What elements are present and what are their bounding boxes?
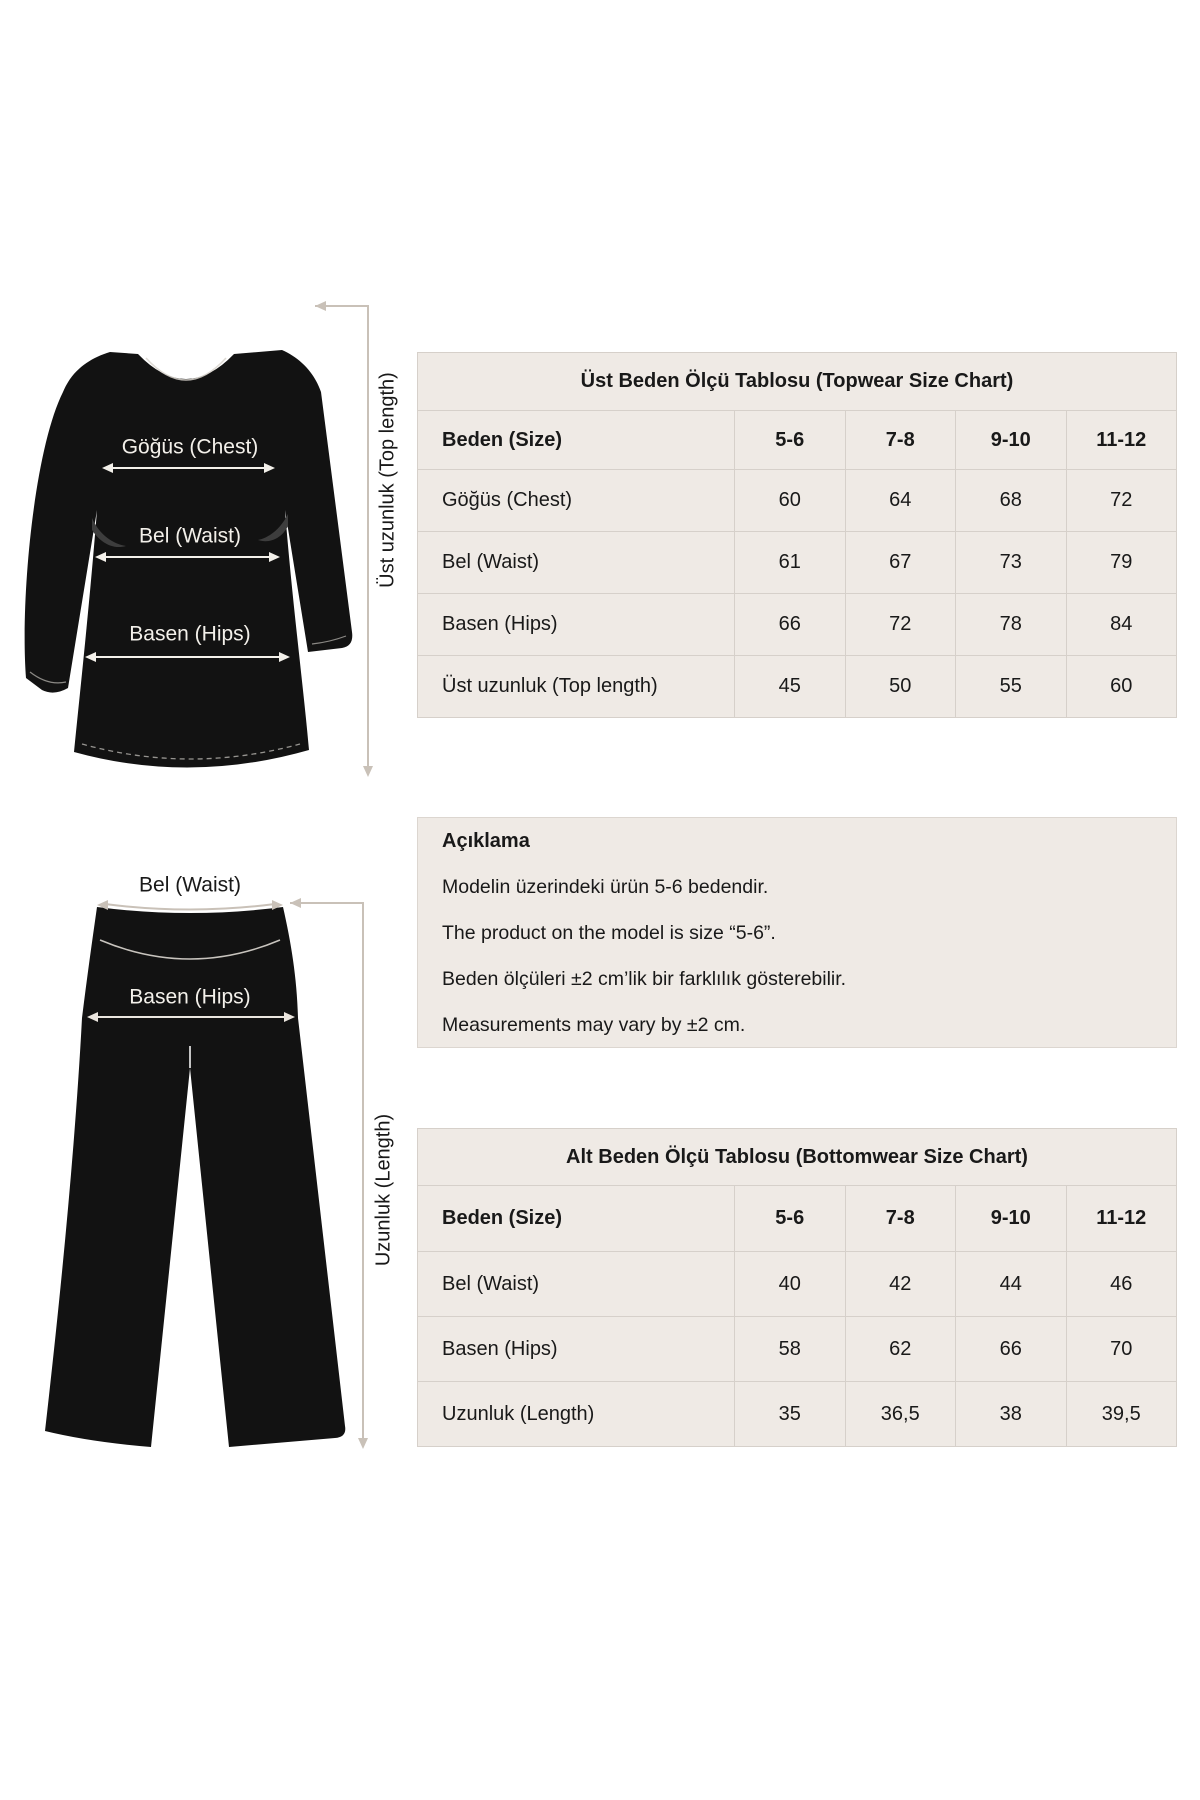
bottomwear-table-title: Alt Beden Ölçü Tablosu (Bottomwear Size Chart) [418, 1129, 1176, 1186]
value-cell: 42 [845, 1251, 956, 1316]
value-cell: 64 [845, 469, 956, 531]
notes-lines [442, 876, 1152, 1036]
notes-title: Açıklama [442, 830, 530, 852]
value-cell: 62 [845, 1316, 956, 1381]
bottomwear-size-table [417, 1128, 1177, 1447]
value-cell: 40 [734, 1251, 845, 1316]
value-cell: 72 [845, 593, 956, 655]
value-cell: 61 [734, 531, 845, 593]
column-header-cell: 11-12 [1066, 1186, 1177, 1251]
value-cell: 38 [955, 1381, 1066, 1446]
value-cell: 55 [955, 655, 1066, 717]
pants-hips-label: Basen (Hips) [129, 985, 251, 1009]
row-label-cell: Bel (Waist) [418, 531, 734, 593]
bottomwear-table-grid [418, 1186, 1176, 1446]
value-cell: 68 [955, 469, 1066, 531]
row-label-cell: Basen (Hips) [418, 593, 734, 655]
value-cell: 58 [734, 1316, 845, 1381]
length-label: Uzunluk (Length) [372, 1113, 395, 1267]
value-cell: 46 [1066, 1251, 1177, 1316]
value-cell: 60 [1066, 655, 1177, 717]
column-header-cell: 5-6 [734, 1186, 845, 1251]
hips-label: Basen (Hips) [129, 622, 251, 646]
value-cell: 36,5 [845, 1381, 956, 1446]
note-line: Measurements may vary by ±2 cm. [442, 1014, 746, 1036]
note-line: Beden ölçüleri ±2 cm’lik bir farklılık gösterebilir. [442, 968, 847, 990]
column-header-cell: 5-6 [734, 411, 845, 469]
column-header-cell: 7-8 [845, 411, 956, 469]
top-length-label: Üst uzunluk (Top length) [376, 372, 399, 588]
row-label-cell: Uzunluk (Length) [418, 1381, 734, 1446]
value-cell: 79 [1066, 531, 1177, 593]
column-header-cell: Beden (Size) [418, 411, 734, 469]
value-cell: 39,5 [1066, 1381, 1177, 1446]
note-line: Modelin üzerindeki ürün 5-6 bedendir. [442, 876, 769, 898]
value-cell: 66 [734, 593, 845, 655]
row-label-cell: Bel (Waist) [418, 1251, 734, 1316]
topwear-size-table [417, 352, 1177, 718]
value-cell: 67 [845, 531, 956, 593]
value-cell: 72 [1066, 469, 1177, 531]
value-cell: 84 [1066, 593, 1177, 655]
pants-waist-label: Bel (Waist) [139, 873, 241, 897]
topwear-diagram [20, 300, 410, 790]
notes-box [417, 817, 1177, 1048]
value-cell: 60 [734, 469, 845, 531]
value-cell: 44 [955, 1251, 1066, 1316]
note-line: The product on the model is size “5-6”. [442, 922, 776, 944]
bottomwear-diagram [20, 870, 410, 1460]
value-cell: 73 [955, 531, 1066, 593]
row-label-cell: Basen (Hips) [418, 1316, 734, 1381]
value-cell: 78 [955, 593, 1066, 655]
column-header-cell: 11-12 [1066, 411, 1177, 469]
column-header-cell: Beden (Size) [418, 1186, 734, 1251]
waist-label: Bel (Waist) [139, 524, 241, 548]
pants-waist-arrow [97, 900, 283, 910]
column-header-cell: 7-8 [845, 1186, 956, 1251]
value-cell: 45 [734, 655, 845, 717]
tunic-silhouette [25, 350, 353, 768]
row-label-cell: Üst uzunluk (Top length) [418, 655, 734, 717]
chest-label: Göğüs (Chest) [121, 435, 259, 459]
row-label-cell: Göğüs (Chest) [418, 469, 734, 531]
column-header-cell: 9-10 [955, 411, 1066, 469]
value-cell: 50 [845, 655, 956, 717]
value-cell: 66 [955, 1316, 1066, 1381]
topwear-table-grid [418, 411, 1176, 717]
column-header-cell: 9-10 [955, 1186, 1066, 1251]
value-cell: 70 [1066, 1316, 1177, 1381]
value-cell: 35 [734, 1381, 845, 1446]
topwear-table-title: Üst Beden Ölçü Tablosu (Topwear Size Chart) [418, 353, 1176, 411]
